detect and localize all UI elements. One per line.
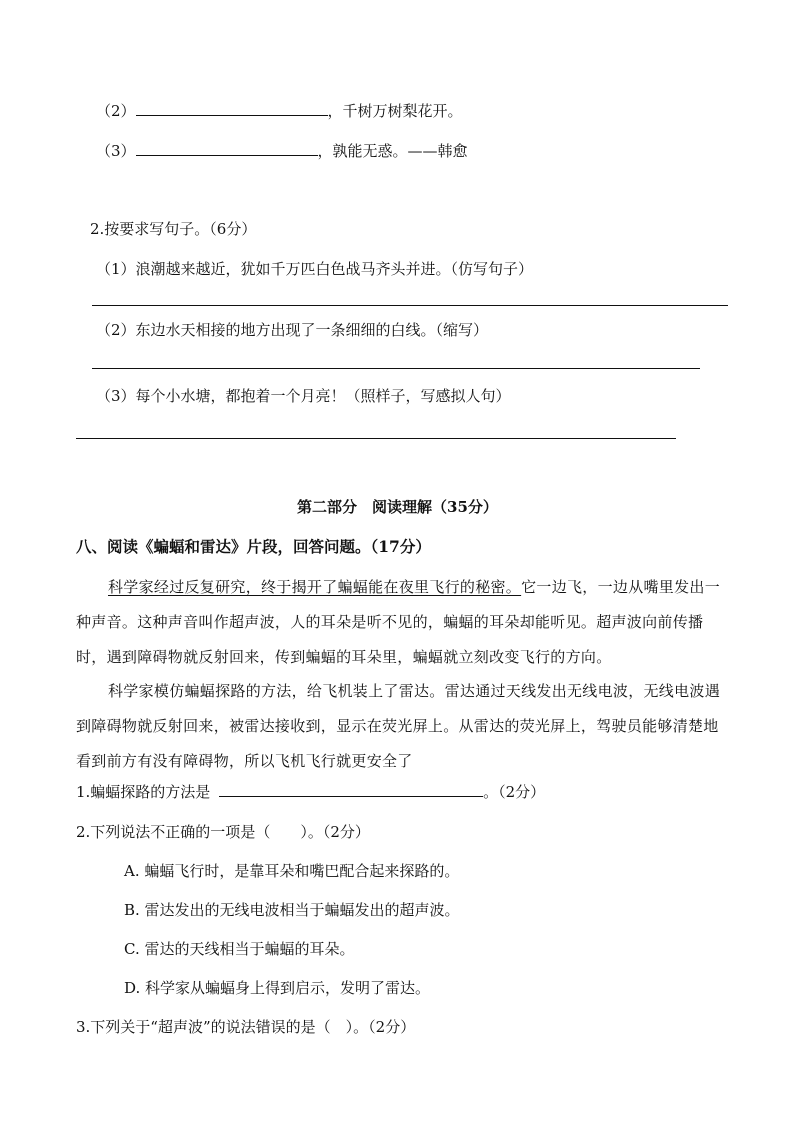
answer-line-1[interactable] bbox=[92, 305, 728, 306]
answer-line-2[interactable] bbox=[92, 368, 700, 369]
q2-item-2: （2）东边水天相接的地方出现了一条细细的白线。（缩写） bbox=[96, 321, 489, 339]
question-1-prefix: 1.蝙蝠探路的方法是 bbox=[76, 783, 211, 801]
section-heading: 八、阅读《蝙蝠和雷达》片段，回答问题。（17分） bbox=[76, 537, 431, 556]
paragraph-text: 它一边飞，一边从嘴里发出一种声音。这种声音叫作超声波，人的耳朵是听不见的，蝙蝠的耳朵却能听见。超声波向前传播时，遇到障碍物就反射回来，传到蝙蝠的耳朵里，蝙蝠就立刻改变飞行的方向。 bbox=[76, 578, 721, 666]
q2-title: 2.按要求写句子。（6分） bbox=[90, 220, 257, 238]
blank-number: （3） bbox=[96, 142, 136, 160]
option-d[interactable]: D. 科学家从蝙蝠身上得到启示，发明了雷达。 bbox=[124, 979, 431, 997]
passage-paragraph-1 bbox=[76, 570, 728, 675]
blank-suffix: ，孰能无惑。——韩愈 bbox=[317, 142, 468, 160]
fill-blank-2 bbox=[96, 100, 463, 121]
blank-number: （2） bbox=[96, 102, 136, 120]
answer-line-3[interactable] bbox=[76, 438, 676, 439]
fill-blank-3 bbox=[96, 140, 468, 161]
answer-blank[interactable] bbox=[219, 782, 483, 797]
underlined-sentence: 科学家经过反复研究，终于揭开了蝙蝠能在夜里飞行的秘密。 bbox=[108, 578, 522, 596]
answer-blank[interactable] bbox=[136, 101, 328, 116]
question-2: 2.下列说法不正确的一项是（ ）。（2分） bbox=[76, 823, 370, 841]
blank-suffix: ，千树万树梨花开。 bbox=[327, 102, 463, 120]
q2-item-3: （3）每个小水塘，都抱着一个月亮！（照样子，写感拟人句） bbox=[96, 387, 511, 405]
question-1-suffix: 。（2分） bbox=[483, 783, 546, 801]
option-a[interactable]: A. 蝙蝠飞行时，是靠耳朵和嘴巴配合起来探路的。 bbox=[124, 862, 460, 880]
passage-paragraph-2 bbox=[76, 674, 728, 779]
option-b[interactable]: B. 雷达发出的无线电波相当于蝙蝠发出的超声波。 bbox=[124, 901, 460, 919]
paragraph-text: 科学家模仿蝙蝠探路的方法，给飞机装上了雷达。雷达通过天线发出无线电波，无线电波遇到障碍物就反射回来，被雷达接收到，显示在荧光屏上。从雷达的荧光屏上，驾驶员能够清楚地看到前方有没有障碍物，所以飞机飞行就更安全了 bbox=[76, 682, 721, 770]
question-3: 3.下列关于“超声波”的说法错误的是（ ）。（2分） bbox=[76, 1018, 416, 1036]
part-heading: 第二部分 阅读理解（35分） bbox=[297, 498, 498, 516]
question-1 bbox=[76, 781, 545, 802]
option-c[interactable]: C. 雷达的天线相当于蝙蝠的耳朵。 bbox=[124, 940, 355, 958]
answer-blank[interactable] bbox=[136, 141, 318, 156]
q2-item-1: （1）浪潮越来越近，犹如千万匹白色战马齐头并进。（仿写句子） bbox=[96, 260, 534, 278]
